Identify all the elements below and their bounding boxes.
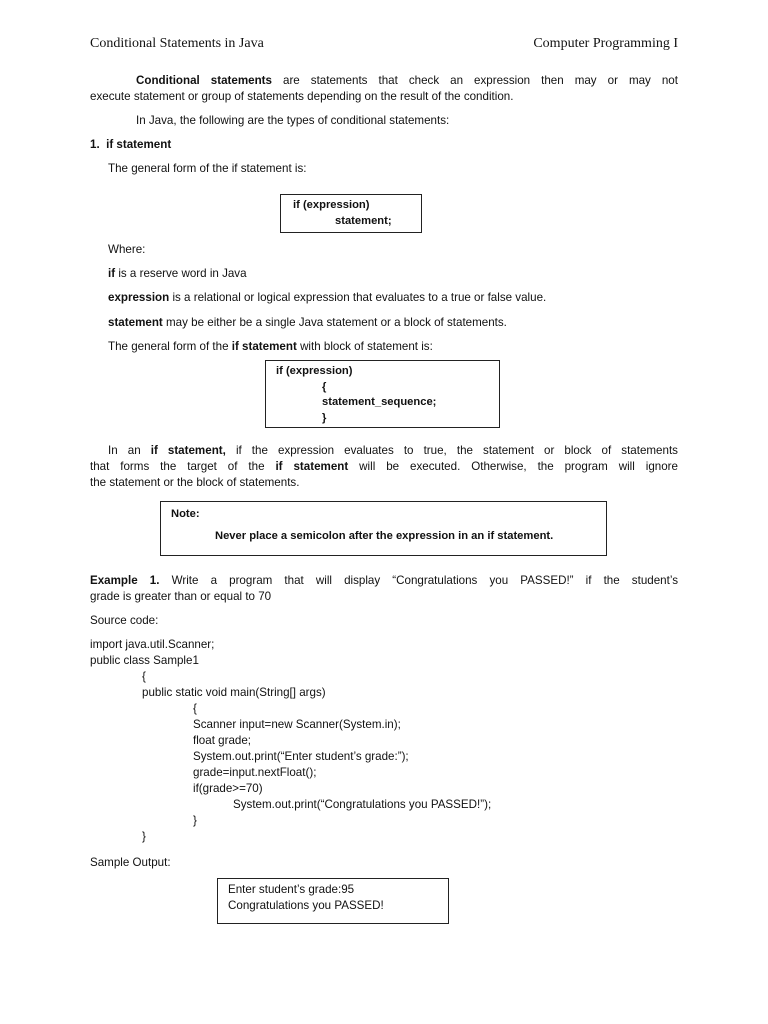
note-label: Note: [171,508,200,520]
section-heading: 1. if statement [90,138,172,151]
explain-text: that forms the target of the [90,460,265,473]
explain-text: will be executed. Otherwise, the program will ignore [359,460,678,473]
definition-text: may be either be a single Java statement or a block of statements. [166,316,507,329]
where-label: Where: [108,243,146,256]
block-form-pre: The general form of the [108,340,229,353]
example-line-2: grade is greater than or equal to 70 [90,590,272,603]
source-code-label: Source code: [90,614,159,627]
block-form-bold: if statement [231,340,297,353]
example-text: Write a program that will display “Congratulations you PASSED!” if the student’s [171,574,678,587]
syntax-line: } [322,411,327,424]
explain-bold: if statement [275,460,349,473]
syntax-box-simple [280,194,422,233]
header-right: Computer Programming I [533,36,678,51]
definition-term: expression [108,291,170,304]
example-label: Example 1. [90,574,160,587]
intro-lead-bold: Conditional statements [136,74,272,87]
code-line: Scanner input=new Scanner(System.in); [193,718,401,731]
definition-if [108,266,247,282]
syntax-line: { [322,380,327,393]
note-box [160,501,607,556]
intro-line-1 [90,73,678,89]
general-form-text: The general form of the if statement is: [108,162,307,175]
code-line: float grade; [193,734,252,747]
block-form-text [108,339,433,355]
syntax-box-block [265,360,500,428]
code-line: grade=input.nextFloat(); [193,766,317,779]
syntax-line: if (expression) [293,199,370,211]
definition-text: is a reserve word in Java [118,267,247,280]
intro-line-2: execute statement or group of statements depending on the result of the condition. [90,90,514,103]
explain-line-1 [90,443,678,459]
explain-line-3: the statement or the block of statements. [90,476,300,489]
code-line: } [193,814,197,827]
types-line: In Java, the following are the types of conditional statements: [136,114,450,127]
header-left: Conditional Statements in Java [90,36,264,51]
explain-line-2 [90,459,678,475]
code-line: { [193,702,197,715]
code-line: if(grade>=70) [193,782,263,795]
definition-text: is a relational or logical expression that evaluates to a true or false value. [172,291,547,304]
code-line: import java.util.Scanner; [90,638,215,651]
syntax-line: statement; [335,214,392,227]
code-line: public static void main(String[] args) [142,686,326,699]
definition-statement [108,315,507,331]
explain-bold: if statement, [150,444,226,457]
definition-term: statement [108,316,163,329]
output-line: Enter student’s grade:95 [228,883,355,896]
code-line: } [142,830,146,843]
code-line: public class Sample1 [90,654,199,667]
block-form-post: with block of statement is: [300,340,433,353]
sample-output-label: Sample Output: [90,856,171,869]
note-text: Never place a semicolon after the expression in an if statement. [215,530,554,542]
syntax-line: statement_sequence; [322,396,437,408]
explain-text: In an [108,444,141,457]
code-line: System.out.print(“Congratulations you PASSED!”); [233,798,492,811]
output-line: Congratulations you PASSED! [228,899,384,912]
syntax-line: if (expression) [276,365,353,377]
intro-line-1-rest: are statements that check an expression then may or may not [283,74,678,87]
definition-term: if [108,267,116,280]
code-line: { [142,670,146,683]
sample-output-box [217,878,449,924]
explain-text: if the expression evaluates to true, the statement or block of statements [235,444,678,457]
definition-expression [108,290,546,306]
example-line-1 [90,573,678,589]
code-line: System.out.print(“Enter student’s grade:”); [193,750,409,763]
